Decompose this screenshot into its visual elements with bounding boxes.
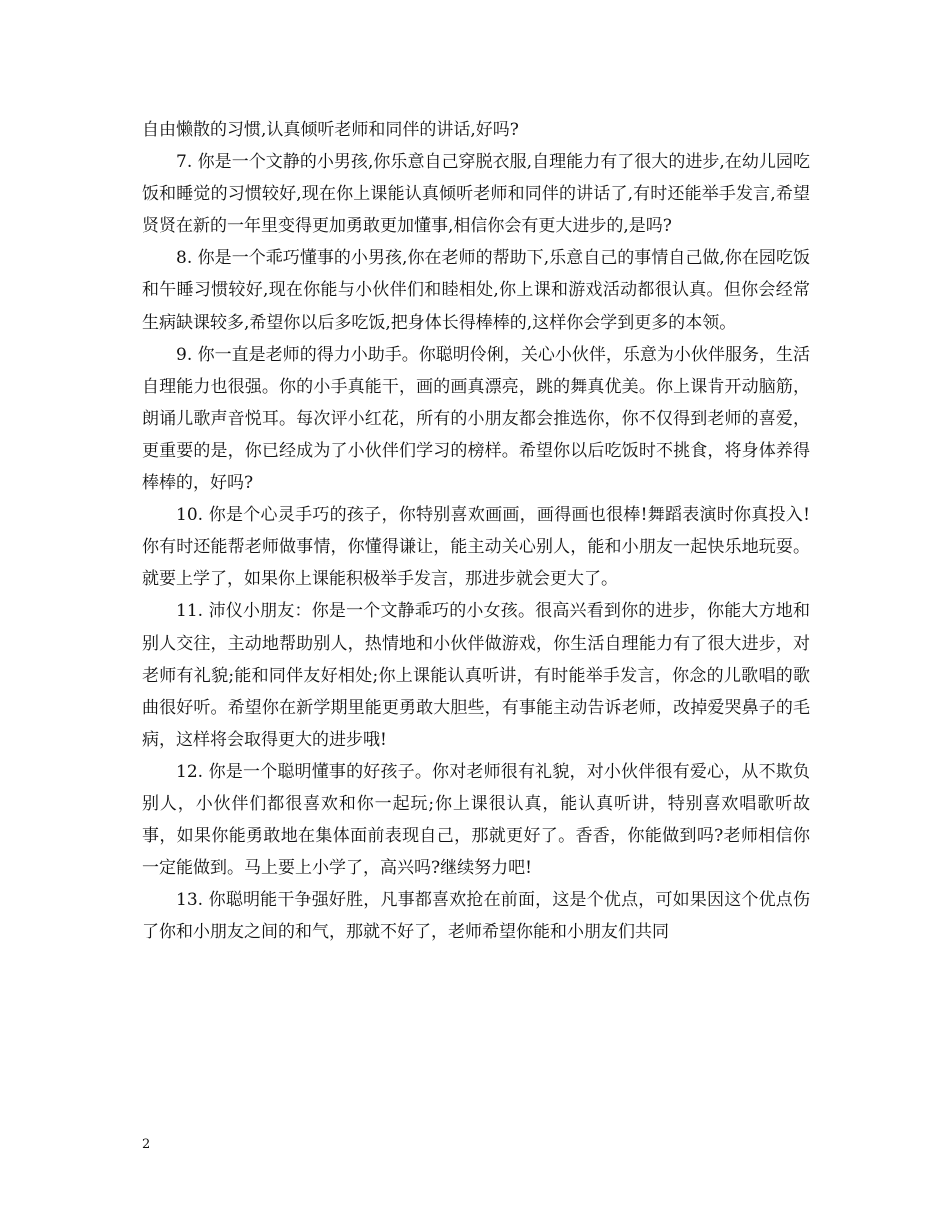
paragraph-continued: 自由懒散的习惯,认真倾听老师和同伴的讲话,好吗? xyxy=(142,120,519,140)
paragraph-item-13: 13. 你聪明能干争强好胜，凡事都喜欢抢在前面，这是个优点，可如果因这个优点伤了你和小朋友之间的和气，那就不好了，老师希望你能和小朋友们共同 xyxy=(142,890,810,943)
paragraph-item-8: 8. 你是一个乖巧懂事的小男孩,你在老师的帮助下,乐意自己的事情自己做,你在园吃饭和午睡习惯较好,现在你能与小伙伴们和睦相处,你上课和游戏活动都很认真。但你会经常生病缺课较多,希望你以后多吃饭,把身体长得棒棒的,这样你会学到更多的本领。 xyxy=(142,248,810,333)
document-body xyxy=(142,114,810,948)
paragraph-item-11: 11. 沛仪小朋友：你是一个文静乖巧的小女孩。很高兴看到你的进步，你能大方地和别人交往，主动地帮助别人，热情地和小伙伴做游戏，你生活自理能力有了很大进步，对老师有礼貌;能和同伴友好相处;你上课能认真听讲，有时能举手发言，你念的儿歌唱的歌曲很好听。希望你在新学期里能更勇敢大胆些，有事能主动告诉老师，改掉爱哭鼻子的毛病，这样将会取得更大的进步哦! xyxy=(142,601,810,750)
paragraph-item-12: 12. 你是一个聪明懂事的好孩子。你对老师很有礼貌，对小伙伴很有爱心，从不欺负别人，小伙伴们都很喜欢和你一起玩;你上课很认真，能认真听讲，特别喜欢唱歌听故事，如果你能勇敢地在集体面前表现自己，那就更好了。香香，你能做到吗?老师相信你一定能做到。马上要上小学了，高兴吗?继续努力吧! xyxy=(142,761,810,879)
page-number: 2 xyxy=(142,1137,151,1152)
paragraph-item-10: 10. 你是个心灵手巧的孩子，你特别喜欢画画，画得画也很棒!舞蹈表演时你真投入!你有时还能帮老师做事情，你懂得谦让，能主动关心别人，能和小朋友一起快乐地玩耍。就要上学了，如果你上课能积极举手发言，那进步就会更大了。 xyxy=(142,505,810,590)
paragraph-item-9: 9. 你一直是老师的得力小助手。你聪明伶俐，关心小伙伴，乐意为小伙伴服务，生活自理能力也很强。你的小手真能干，画的画真漂亮，跳的舞真优美。你上课肯开动脑筋，朗诵儿歌声音悦耳。每次评小红花，所有的小朋友都会推选你，你不仅得到老师的喜爱，更重要的是，你已经成为了小伙伴们学习的榜样。希望你以后吃饭时不挑食，将身体养得棒棒的，好吗? xyxy=(142,344,810,494)
paragraph-item-7: 7. 你是一个文静的小男孩,你乐意自己穿脱衣服,自理能力有了很大的进步,在幼儿园吃饭和睡觉的习惯较好,现在你上课能认真倾听老师和同伴的讲话了,有时还能举手发言,希望贤贤在新的一年里变得更加勇敢更加懂事,相信你会有更大进步的,是吗? xyxy=(142,152,810,237)
